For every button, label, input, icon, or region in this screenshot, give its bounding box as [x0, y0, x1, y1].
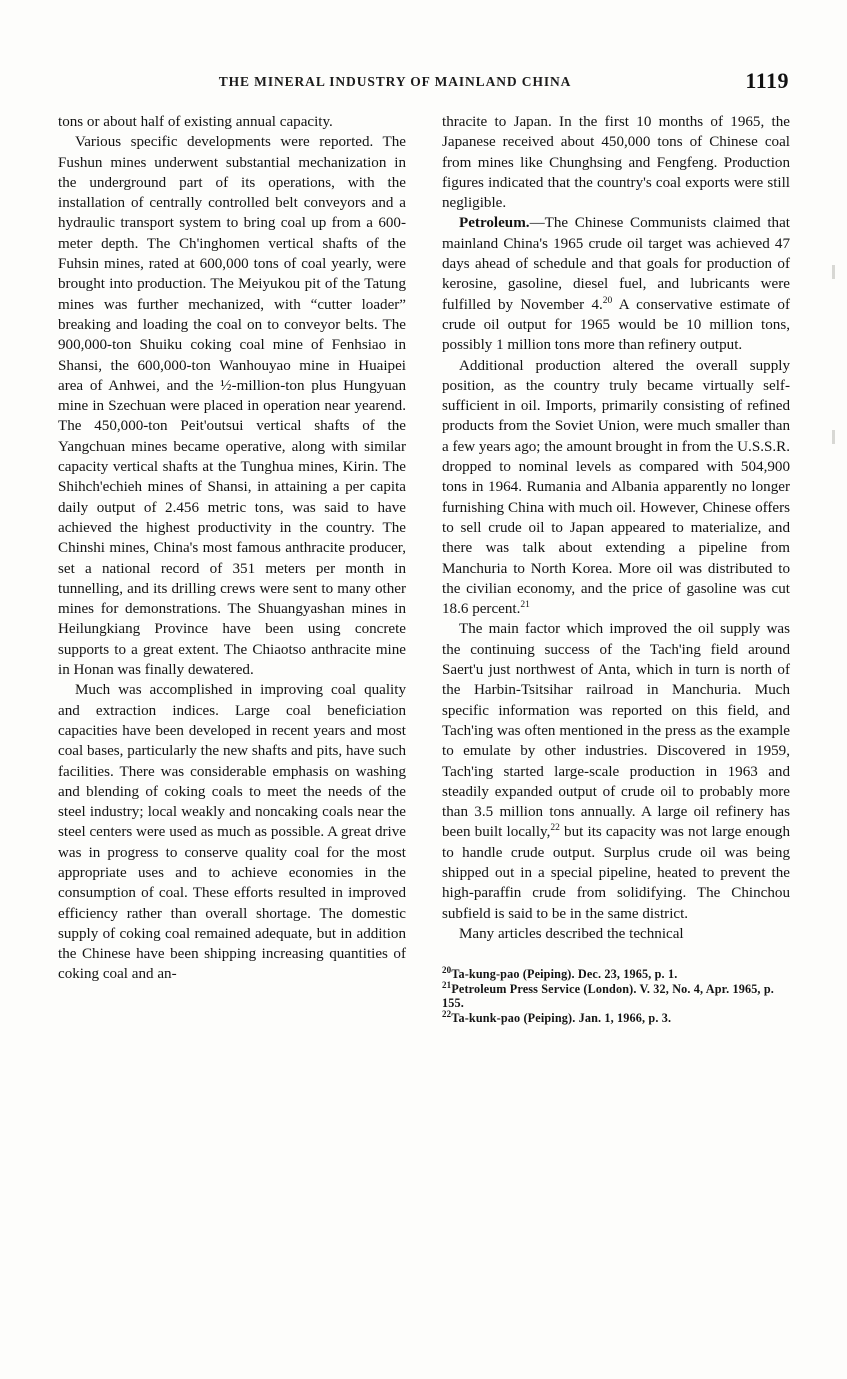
- paragraph: Many articles described the technical: [459, 925, 684, 942]
- paragraph: Various specific developments were reported. The Fushun mines underwent substantial mechanization in the underground part of its operations, with the installation of centrally controlled belt conveyors and a hydraulic transport system to bring coal up from a 600-meter depth. The Ch'inghomen vertical shafts of the Fuhsin mines, rated at 600,000 tons of coal yearly, were brought into production. The Meiyukou pit of the Tatung mines was further mechanized, with “cutter loader” breaking and loading the coal on to conveyor belts. The 900,000-ton Shuiku coking coal mine of Fenhsiao in Shansi, the 600,000-ton Wanhouyao mine in Huaipei area of Anhwei, and the ½-million-ton plus Hungyuan mine in Szechuan were placed in operation near yearend. The 450,000-ton Peit'outsui vertical shafts of the Yangchuan mines became operative, along with similar capacity vertical shafts at the Tunghua mines, Kirin. The Shihch'echieh mines of Shansi, in attaining a per capita daily output of 2.456 metric tons, was said to have achieved the highest productivity in the country. The Chinshi mines, China's most famous anthracite producer, set a national record of 351 meters per month in tunnelling, and its drilling crews were sent to many other mines for demonstrations. The Shuangyashan mines in Heilungkiang Province have been using concrete supports to a great extent. The Chiaotso anthracite mine in Honan was finally dewatered.: [58, 134, 406, 679]
- right-column: [442, 112, 790, 1026]
- two-column-body: [58, 112, 790, 1272]
- footnote-ref-22: 22: [550, 823, 560, 834]
- paragraph-text: —The Chinese Communists claimed that mainland China's 1965 crude oil target was achieved 47 days ahead of schedule and that goals for production of kerosine, gasoline, diesel fuel, and lubricants were fulfilled by November 4.: [442, 215, 790, 313]
- run-in-heading-petroleum: Petroleum.: [459, 215, 530, 232]
- footnote-number: 21: [442, 979, 452, 990]
- paragraph: tons or about half of existing annual capacity.: [58, 114, 333, 130]
- footnotes-block: [442, 967, 790, 1025]
- running-head: THE MINERAL INDUSTRY OF MAINLAND CHINA: [218, 74, 572, 89]
- footnote-item: [442, 1008, 790, 1026]
- page-edge-mark: [832, 430, 835, 444]
- paragraph: Much was accomplished in improving coal quality and extraction indices. Large coal beneficiation capacities have been developed in recent years and most coal bases, particularly the new shafts and pits, have such facilities. There was considerable emphasis on washing and blending of coking coals to meet the needs of the steel industry; local weakly and noncaking coals near the steel centers were used as much as possible. A great drive was in progress to conserve quality coal for the most appropriate uses and to achieve economies in the consumption of coal. These efforts resulted in improved efficiency rather than overall shortage. The domestic supply of coking coal remained adequate, but in addition the Chinese have been shipping increasing quantities of coking coal and an-: [58, 682, 406, 983]
- paragraph-text-cont: but its capacity was not large enough to handle crude output. Surplus crude oil was being shipped out in a special pipeline, heated to prevent the high-paraffin crude from solidifying. The Chinchou subfield is said to be in the same district.: [442, 824, 790, 922]
- footnote-ref-20: 20: [602, 295, 613, 306]
- footnote-text: Ta-kung-pao (Peiping). Dec. 23, 1965, p. 1.: [451, 967, 678, 982]
- paragraph: [442, 356, 790, 620]
- footnote-number: 20: [442, 965, 452, 976]
- page-edge-mark: [832, 265, 835, 279]
- paragraph: thracite to Japan. In the first 10 months of 1965, the Japanese received about 450,000 tons of Chinese coal from mines like Chunghsing and Fengfeng. Production figures indicated that the country's coal exports were still negligible.: [442, 114, 790, 212]
- footnote-item: [442, 979, 790, 1011]
- left-column: [58, 112, 406, 985]
- paragraph: [442, 619, 790, 923]
- paragraph-text: The main factor which improved the oil supply was the continuing success of the Tach'ing field around Saert'u just northwest of Anta, which in turn is north of the Harbin-Tsitsihar railroad in Manchuria. Much specific information was reported on this field, and Tach'ing was often mentioned in the press as the example to emulate by other industries. Discovered in 1959, Tach'ing started large-scale production in 1963 and steadily expanded output of crude oil to probably more than 3.5 million tons annually. A large oil refinery has been built locally,: [442, 621, 790, 841]
- paragraph-text: Additional production altered the overall supply position, as the country truly became virtually self-sufficient in oil. Imports, primarily consisting of refined products from the Soviet Union, were much smaller than a few years ago; the amount brought in from the U.S.S.R. dropped to nominal levels as compared with 504,900 tons in 1964. Rumania and Albania apparently no longer furnishing China with much oil. However, Chinese offers to sell crude oil to Japan appeared to materialize, and there was talk about extending a pipeline from Manchuria to North Korea. More oil was distributed to the civilian economy, and the price of gasoline was cut 18.6 percent.: [442, 357, 790, 618]
- footnote-number: 22: [442, 1008, 452, 1019]
- footnote-ref-21: 21: [520, 600, 530, 611]
- page-number: 1119: [745, 68, 789, 93]
- paragraph-text-cont: A conservative estimate of crude oil output for 1965 would be 10 million tons, possibly 1 million tons more than refinery output.: [442, 296, 790, 354]
- footnote-item: [442, 967, 790, 982]
- page-header: [0, 68, 847, 100]
- footnote-text: Petroleum Press Service (London). V. 32, No. 4, Apr. 1965, p. 155.: [442, 981, 774, 1011]
- footnote-text: Ta-kunk-pao (Peiping). Jan. 1, 1966, p. 3.: [451, 1010, 672, 1025]
- paragraph-petroleum: [442, 213, 790, 355]
